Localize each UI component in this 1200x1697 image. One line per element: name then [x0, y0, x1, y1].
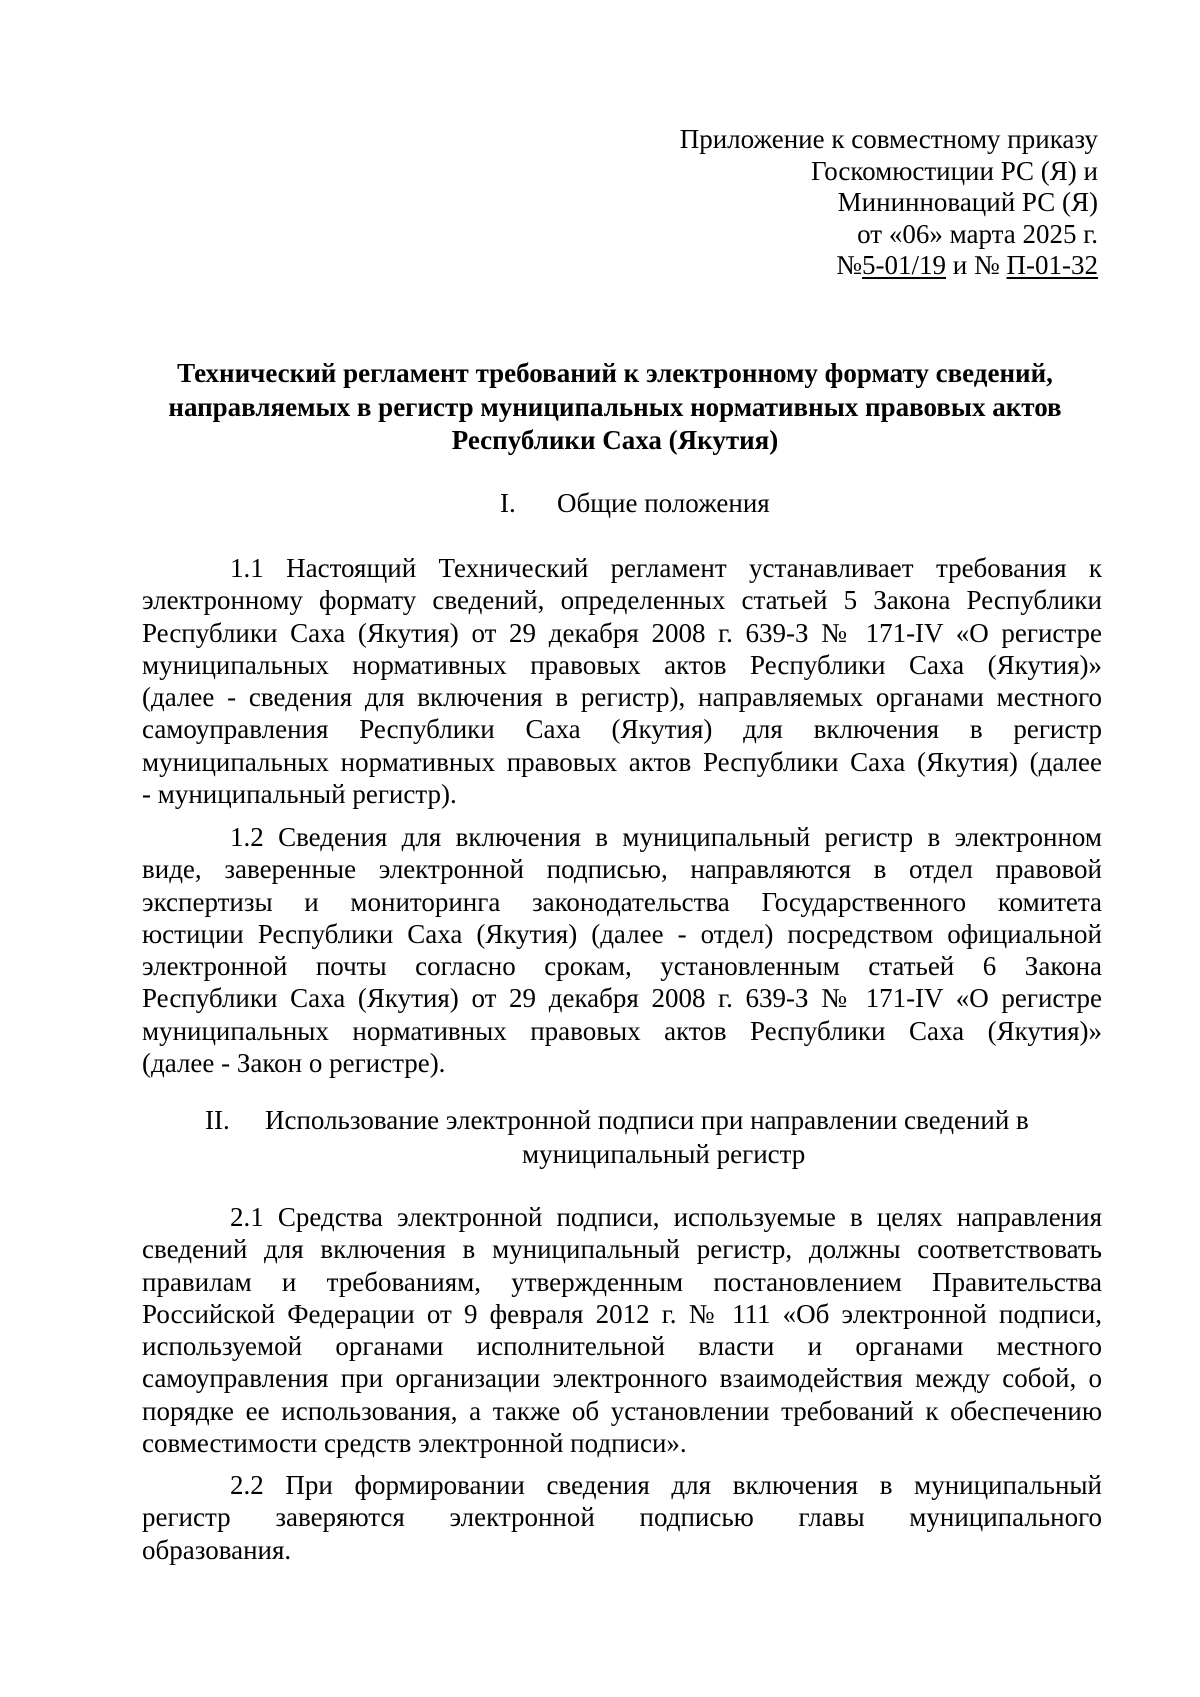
paragraph-line: 2.2 При формировании сведения для включения в муниципальный	[230, 1470, 1102, 1500]
paragraph-line: экспертизы и мониторинга законодательства Государственного комитета	[142, 886, 1102, 917]
appendix-line-1: Приложение к совместному приказу	[679, 124, 1098, 154]
title-line-3: Республики Саха (Якутия)	[451, 425, 779, 455]
paragraph-2-1	[142, 1201, 1102, 1459]
appendix-line-2: Госкомюстиции РС (Я) и	[810, 155, 1098, 186]
paragraph-line: сведений для включения в муниципальный регистр, должны соответствовать	[142, 1234, 1102, 1265]
appendix-line-3: Мининноваций РС (Я)	[837, 187, 1098, 217]
appendix-order-numbers	[680, 250, 1098, 282]
paragraph-line: регистр заверяются электронной подписью главы муниципального	[142, 1502, 1102, 1533]
paragraph-line: Российской Федерации от 9 февраля 2012 г. № 111 «Об электронной подписи,	[142, 1298, 1102, 1329]
section-2-title-line-1: Использование электронной подписи при направлении сведений в	[265, 1105, 1029, 1135]
paragraph-line: самоуправления при организации электронного взаимодействия между собой, о	[142, 1363, 1102, 1394]
order-number-joiner: и №	[946, 250, 1007, 280]
section-1-number: I.	[500, 488, 516, 518]
paragraph-line: используемой органами исполнительной власти и органами местного	[142, 1331, 1102, 1362]
section-2-title-line-2: муниципальный регистр	[522, 1139, 806, 1169]
appendix-header	[680, 124, 1098, 282]
paragraph-line: электронному формату сведений, определенных статьей 5 Закона Республики	[142, 585, 1102, 616]
paragraph-1-2	[142, 821, 1102, 1079]
paragraph-line: - муниципальный регистр).	[142, 779, 457, 810]
appendix-date: от «06» марта 2025 г.	[857, 218, 1098, 249]
paragraph-line: муниципальных нормативных правовых актов Республики Саха (Якутия) (далее	[142, 746, 1102, 777]
title-line-1: Технический регламент требований к электронному формату сведений,	[177, 358, 1053, 388]
paragraph-line: юстиции Республики Саха (Якутия) (далее - отдел) посредством официальной	[142, 918, 1102, 949]
paragraph-line: муниципальных нормативных правовых актов Республики Саха (Якутия)»	[142, 1015, 1102, 1046]
section-1-heading	[500, 487, 770, 521]
order-number-1: 5-01/19	[862, 250, 947, 280]
paragraph-line: самоуправления Республики Саха (Якутия) для включения в регистр	[142, 714, 1102, 745]
paragraph-line: 2.1 Средства электронной подписи, используемые в целях направления	[230, 1202, 1102, 1232]
document-title	[130, 357, 1100, 458]
paragraph-line: электронной почты согласно срокам, установленным статьей 6 Закона	[142, 951, 1102, 982]
paragraph-line: 1.1 Настоящий Технический регламент устанавливает требования к	[230, 553, 1102, 583]
section-1-title: Общие положения	[557, 488, 770, 518]
section-2-number: II.	[205, 1105, 230, 1135]
paragraph-line: правилам и требованиям, утвержденным постановлением Правительства	[142, 1266, 1102, 1297]
section-2-heading	[205, 1104, 1029, 1138]
paragraph-line: Республики Саха (Якутия) от 29 декабря 2008 г. 639-З № 171-IV «О регистре	[142, 617, 1102, 648]
order-number-2: П-01-32	[1006, 250, 1098, 280]
title-line-2: направляемых в регистр муниципальных нормативных правовых актов	[168, 391, 1062, 422]
order-number-sign: №	[836, 250, 863, 280]
paragraph-line: образования.	[142, 1534, 292, 1565]
paragraph-1-1	[142, 552, 1102, 810]
paragraph-2-2	[142, 1469, 1102, 1566]
paragraph-line: (далее - сведения для включения в регистр), направляемых органами местного	[142, 682, 1102, 713]
paragraph-line: 1.2 Сведения для включения в муниципальный регистр в электронном	[230, 822, 1102, 852]
paragraph-line: виде, заверенные электронной подписью, направляются в отдел правовой	[142, 854, 1102, 885]
paragraph-line: порядке ее использования, а также об установлении требований к обеспечению	[142, 1395, 1102, 1426]
paragraph-line: Республики Саха (Якутия) от 29 декабря 2008 г. 639-З № 171-IV «О регистре	[142, 983, 1102, 1014]
paragraph-line: (далее - Закон о регистре).	[142, 1048, 446, 1079]
paragraph-line: совместимости средств электронной подписи».	[142, 1428, 687, 1459]
paragraph-line: муниципальных нормативных правовых актов Республики Саха (Якутия)»	[142, 649, 1102, 680]
